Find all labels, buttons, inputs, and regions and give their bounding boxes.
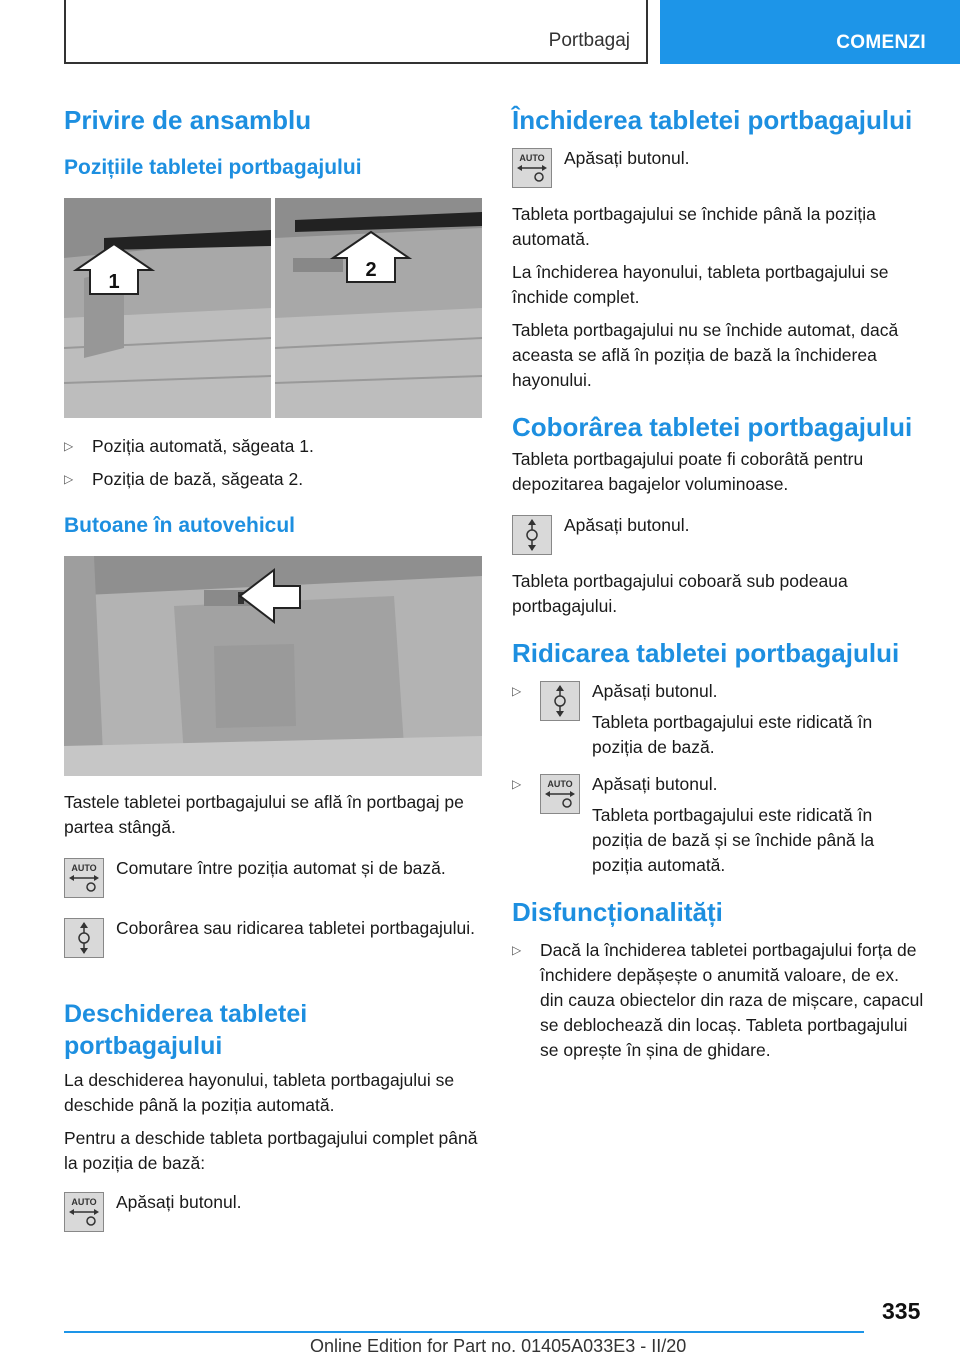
arrow-2-label: 2 bbox=[365, 259, 377, 281]
close-text-1: Tableta portbagajului se închide până la poziția automată. bbox=[512, 204, 876, 249]
malfunction-text: Dacă la închiderea tabletei portbagajului forța de închidere depășește o anumită valoare, de ex. din cauza obiectelor din raza de mișcare, capacul se deblochează din locaș. Tableta portbagajului se oprește în șina de ghidare. bbox=[540, 940, 924, 1060]
bullet-triangle-icon: ▷ bbox=[512, 943, 522, 957]
lower-text-1: Tableta portbagajului poate fi coborâtă pentru depozitarea bagajelor voluminoase. bbox=[512, 449, 864, 494]
heading-open: Deschiderea tabletei portbagajului bbox=[64, 1000, 308, 1060]
icon-row-open bbox=[64, 1190, 482, 1232]
left-column bbox=[64, 96, 482, 1232]
raise-item-1 bbox=[540, 679, 926, 760]
raise-item-action: Apăsați butonul. bbox=[592, 774, 718, 794]
positions-photos bbox=[64, 198, 482, 418]
heading-overview: Privire de ansamblu bbox=[64, 105, 312, 135]
list-item bbox=[64, 467, 482, 492]
bullet-triangle-icon: ▷ bbox=[512, 777, 522, 791]
updown-button-icon bbox=[512, 515, 552, 555]
svg-text:AUTO: AUTO bbox=[519, 153, 545, 163]
buttons-location-text: Tastele tabletei portbagajului se află în portbagaj pe partea stângă. bbox=[64, 792, 464, 837]
updown-button-icon bbox=[64, 918, 104, 958]
footer-edition: Online Edition for Part no. 01405A033E3 - II/20 bbox=[310, 1336, 687, 1356]
header-tab-label: COMENZI bbox=[836, 32, 926, 53]
raise-item-result: Tableta portbagajului este ridicată în poziția de bază. bbox=[592, 712, 873, 757]
heading-raise: Ridicarea tabletei portbagajului bbox=[512, 638, 900, 668]
bullet-triangle-icon: ▷ bbox=[64, 439, 74, 453]
icon-row-updown bbox=[64, 916, 482, 958]
header-frame bbox=[64, 0, 648, 64]
lower-text-2: Tableta portbagajului coboară sub podeaua portbagajului. bbox=[512, 571, 848, 616]
raise-item-result: Tableta portbagajului este ridicată în poziția de bază și se închide până la poziția automată. bbox=[592, 805, 875, 875]
list-item bbox=[512, 938, 926, 1063]
photo-position-base bbox=[275, 198, 482, 418]
bullet-triangle-icon: ▷ bbox=[512, 684, 522, 698]
auto-button-description: Comutare între poziția automat și de bază. bbox=[116, 858, 446, 878]
bullet-text: Poziția de bază, săgeata 2. bbox=[92, 469, 304, 489]
footer-divider bbox=[64, 1331, 864, 1333]
close-button-action: Apăsați butonul. bbox=[564, 148, 690, 168]
auto-button-icon bbox=[64, 858, 104, 898]
bullet-triangle-icon: ▷ bbox=[64, 472, 74, 486]
auto-button-icon bbox=[512, 148, 552, 188]
svg-text:AUTO: AUTO bbox=[71, 1197, 97, 1207]
right-column bbox=[512, 96, 926, 1063]
list-item bbox=[512, 679, 926, 760]
list-item bbox=[512, 772, 926, 878]
icon-row-lower bbox=[512, 513, 926, 555]
open-text-2: Pentru a deschide tableta portbagajului complet până la poziția de bază: bbox=[64, 1128, 478, 1173]
lower-button-action: Apăsați butonul. bbox=[564, 515, 690, 535]
header-section-title: Portbagaj bbox=[548, 30, 630, 51]
page-number: 335 bbox=[882, 1298, 921, 1324]
svg-text:AUTO: AUTO bbox=[547, 779, 573, 789]
close-text-3: Tableta portbagajului nu se închide automat, dacă aceasta se află în poziția de bază la închiderea hayonului. bbox=[512, 320, 899, 390]
svg-text:AUTO: AUTO bbox=[71, 863, 97, 873]
raise-item-2 bbox=[540, 772, 926, 878]
bullet-text: Poziția automată, săgeata 1. bbox=[92, 436, 314, 456]
raise-item-action: Apăsați butonul. bbox=[592, 681, 718, 701]
open-text-1: La deschiderea hayonului, tableta portbagajului se deschide până la poziția automată. bbox=[64, 1070, 455, 1115]
updown-button-description: Coborârea sau ridicarea tabletei portbagajului. bbox=[116, 918, 475, 938]
auto-button-icon bbox=[64, 1192, 104, 1232]
updown-button-icon bbox=[540, 681, 580, 721]
list-item bbox=[64, 434, 482, 459]
arrow-1-label: 1 bbox=[108, 271, 120, 293]
auto-button-icon bbox=[540, 774, 580, 814]
heading-close: Închiderea tabletei portbagajului bbox=[512, 105, 913, 135]
open-button-action: Apăsați butonul. bbox=[116, 1192, 242, 1212]
heading-positions: Pozițiile tabletei portbagajului bbox=[64, 156, 362, 179]
heading-lower: Coborârea tabletei portbagajului bbox=[512, 412, 913, 442]
icon-row-auto bbox=[64, 856, 482, 898]
photo-buttons-location bbox=[64, 556, 482, 776]
header-tab-comenzi[interactable] bbox=[660, 0, 960, 64]
photo-position-automatic bbox=[64, 198, 271, 418]
icon-row-close bbox=[512, 146, 926, 188]
heading-buttons: Butoane în autovehicul bbox=[64, 514, 296, 537]
heading-malfunctions: Disfuncționalități bbox=[512, 897, 723, 927]
close-text-2: La închiderea hayonului, tableta portbagajului se închide complet. bbox=[512, 262, 889, 307]
